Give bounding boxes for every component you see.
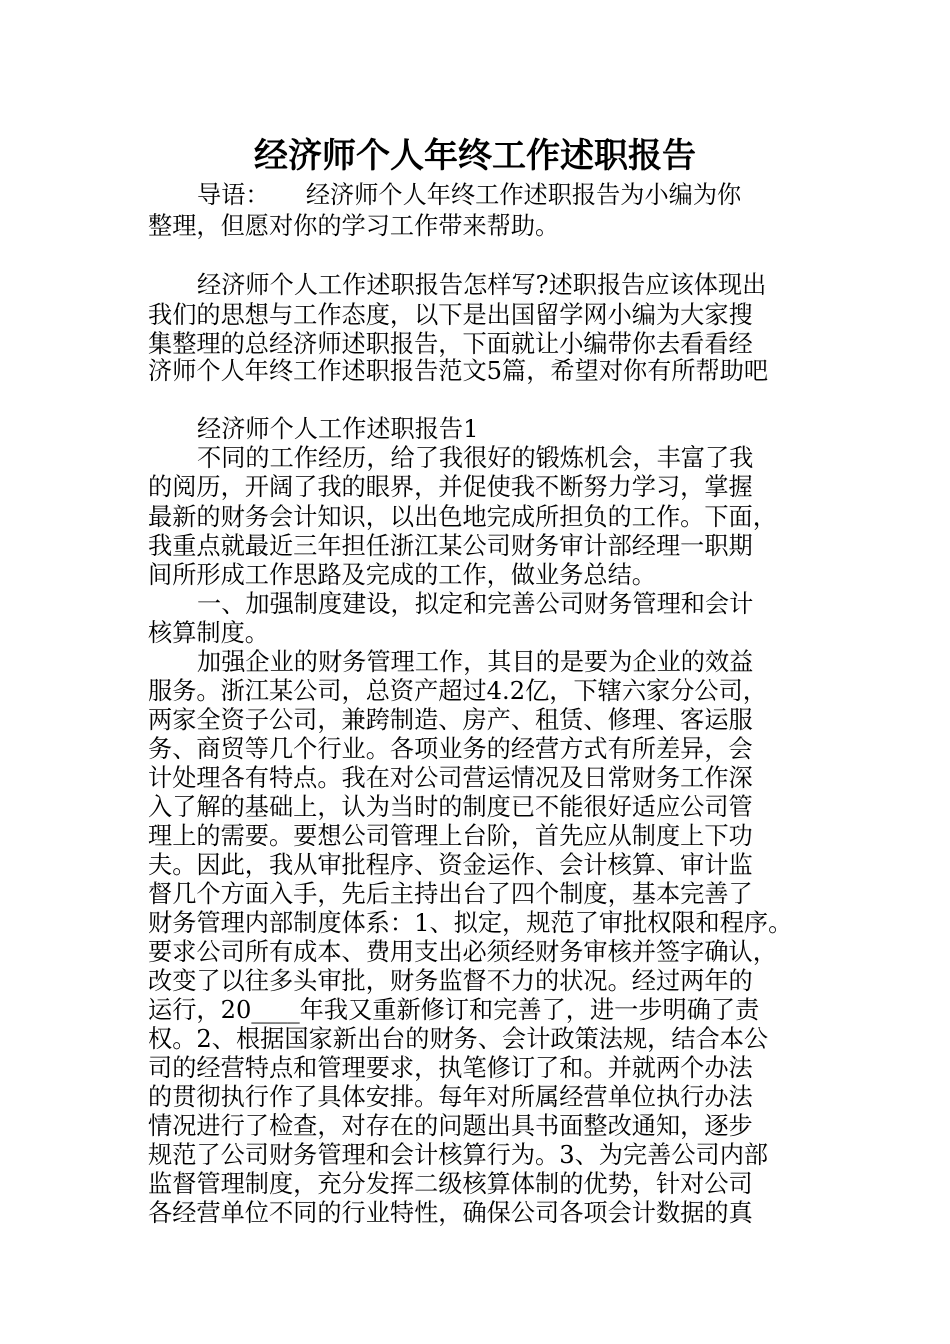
paragraph-line: 督几个方面入手，先后主持出台了四个制度，基本完善了 [148,880,753,908]
paragraph-line: 各经营单位不同的行业特性，确保公司各项会计数据的真 [148,1199,753,1227]
paragraph-line: 入了解的基础上，认为当时的制度已不能很好适应公司管 [148,793,753,821]
paragraph-line: 改变了以往多头审批，财务监督不力的状况。经过两年的 [148,967,753,995]
paragraph-line: 情况进行了检查，对存在的问题出具书面整改通知，逐步 [148,1112,753,1140]
intro-line-1: 导语： 经济师个人年终工作述职报告为小编为你 [197,181,742,209]
paragraph-line: 理上的需要。要想公司管理上台阶，首先应从制度上下功 [148,822,753,850]
paragraph-line: 夫。因此，我从审批程序、资金运作、会计核算、审计监 [148,851,753,879]
paragraph-line: 计处理各有特点。我在对公司营运情况及日常财务工作深 [148,764,753,792]
paragraph-line: 经济师个人工作述职报告怎样写?述职报告应该体现出 [197,271,767,299]
paragraph-line: 我重点就最近三年担任浙江某公司财务审计部经理一职期 [148,532,753,560]
intro-line-2: 整理，但愿对你的学习工作带来帮助。 [148,212,560,240]
paragraph-line: 我们的思想与工作态度，以下是出国留学网小编为大家搜 [148,301,753,329]
document-title: 经济师个人年终工作述职报告 [254,136,696,176]
paragraph-line: 服务。浙江某公司，总资产超过4.2亿，下辖六家分公司， [148,677,767,705]
paragraph-line: 集整理的总经济师述职报告，下面就让小编带你去看看经 [148,330,753,358]
paragraph-line: 权。2、根据国家新出台的财务、会计政策法规，结合本公 [148,1025,769,1053]
paragraph-line: 两家全资子公司，兼跨制造、房产、租赁、修理、客运服 [148,706,753,734]
paragraph-line: 间所形成工作思路及完成的工作，做业务总结。 [148,561,656,589]
paragraph-line: 务、商贸等几个行业。各项业务的经营方式有所差异，会 [148,735,753,763]
paragraph-line: 要求公司所有成本、费用支出必须经财务审核并签字确认， [148,938,777,966]
paragraph-line: 规范了公司财务管理和会计核算行为。3、为完善公司内部 [148,1141,769,1169]
paragraph-line: 运行，20____年我又重新修订和完善了，进一步明确了责 [148,996,760,1024]
paragraph-line: 最新的财务会计知识，以出色地完成所担负的工作。下面， [148,503,777,531]
paragraph-line: 加强企业的财务管理工作，其目的是要为企业的效益 [197,648,754,676]
paragraph-line: 不同的工作经历，给了我很好的锻炼机会，丰富了我 [197,444,754,472]
subsection-heading: 核算制度。 [148,619,269,647]
subsection-heading: 一、加强制度建设，拟定和完善公司财务管理和会计 [197,590,754,618]
paragraph-line: 的阅历，开阔了我的眼界，并促使我不断努力学习，掌握 [148,473,753,501]
paragraph-line: 财务管理内部制度体系：1、拟定，规范了审批权限和程序。 [148,909,793,937]
paragraph-line: 济师个人年终工作述职报告范文5篇，希望对你有所帮助吧 [148,357,769,385]
paragraph-line: 司的经营特点和管理要求，执笔修订了和。并就两个办法 [148,1054,753,1082]
paragraph-line: 监督管理制度，充分发挥二级核算体制的优势，针对公司 [148,1170,753,1198]
paragraph-line: 的贯彻执行作了具体安排。每年对所属经营单位执行办法 [148,1083,753,1111]
section-heading: 经济师个人工作述职报告1 [197,415,479,443]
